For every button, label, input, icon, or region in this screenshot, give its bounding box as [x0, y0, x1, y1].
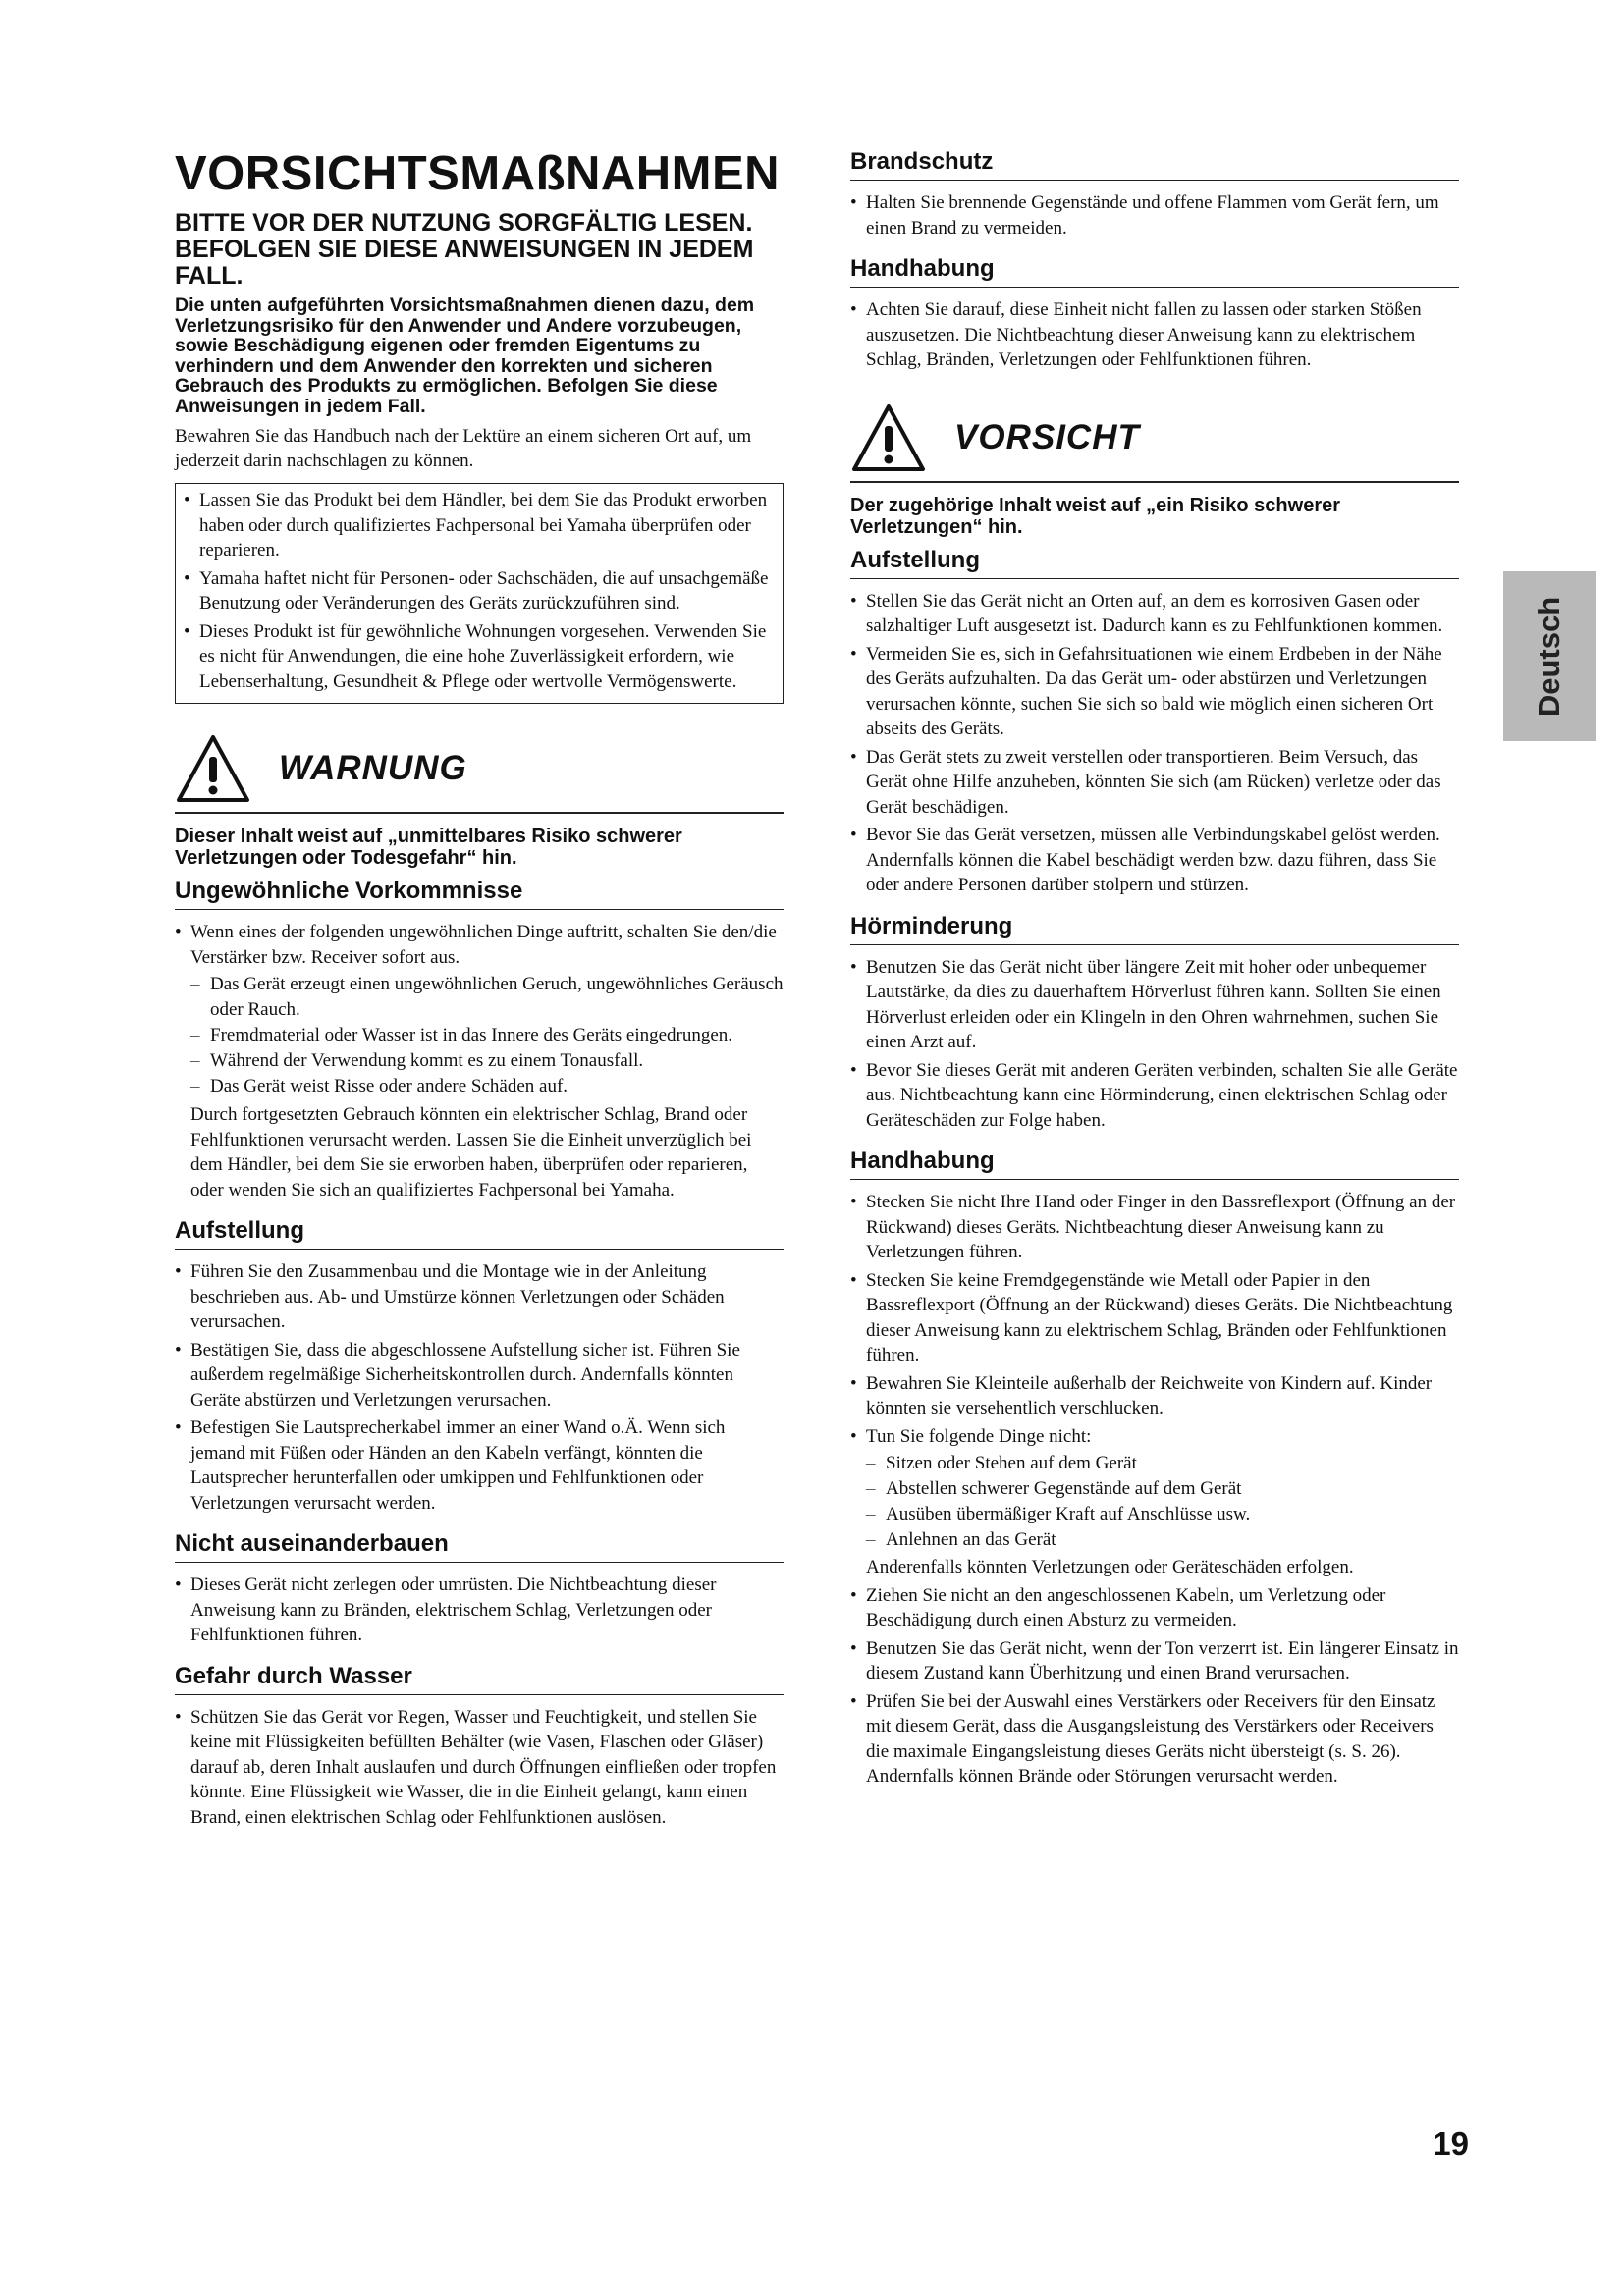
caution-label: VORSICHT [954, 417, 1140, 456]
language-tab-label: Deutsch [1532, 596, 1566, 717]
page-number: 19 [1433, 2125, 1469, 2162]
dash-item: – Das Gerät erzeugt einen ungewöhnlichen Geruch, ungewöhnliches Geräusch oder Rauch. [190, 972, 784, 1023]
section-heading-fire: Brandschutz [850, 147, 1459, 181]
section-heading-disassemble: Nicht auseinanderbauen [175, 1529, 784, 1563]
list-item: • Stellen Sie das Gerät nicht an Orten auf, an dem es korrosiven Gasen oder salzhaltiger Luft ausgesetzt ist. Dadurch kann es zu Fehlfunktionen kommen. [850, 589, 1459, 639]
list-item: • Ziehen Sie nicht an den angeschlossenen Kabeln, um Verletzung oder Beschädigung durch einen Absturz zu vermeiden. [850, 1583, 1459, 1633]
list-item: • Prüfen Sie bei der Auswahl eines Verstärkers oder Receivers für den Einsatz mit diesem Gerät, dass die Ausgangsleistung des Verstärkers oder Receivers die maximale Eingangsleistung dieses Geräts nicht übersteigt (s. S. 26). Andernfalls können Brände oder Störungen verursacht werden. [850, 1689, 1459, 1789]
list-item [175, 920, 784, 1099]
list-item-text: Wenn eines der folgenden ungewöhnlichen Dinge auftritt, schalten Sie den/die Verstärker bzw. Receiver sofort aus. [190, 922, 777, 968]
list-item: • Dieses Gerät nicht zerlegen oder umrüsten. Die Nichtbeachtung dieser Anweisung kann zu Bränden, elektrischem Schlag, Verletzungen oder Fehlfunktionen führen. [175, 1573, 784, 1648]
warning-header [175, 733, 784, 814]
right-column [850, 147, 1459, 1792]
notice-box [175, 483, 784, 704]
list-item: • Führen Sie den Zusammenbau und die Montage wie in der Anleitung beschrieben aus. Ab- und Umstürze können Verletzungen oder Schäden verursachen. [175, 1259, 784, 1335]
section-heading-water: Gefahr durch Wasser [175, 1662, 784, 1695]
list-item: • Vermeiden Sie es, sich in Gefahrsituationen wie einem Erdbeben in der Nähe des Geräts aufzuhalten. Da das Gerät um- oder abstürzen und Verletzungen verursachen könnte, suchen Sie sich so bald wie möglich einen sicheren Ort abseits des Geräts. [850, 642, 1459, 742]
warning-triangle-icon [175, 733, 251, 804]
notice-item: • Dieses Produkt ist für gewöhnliche Wohnungen vorgesehen. Verwenden Sie es nicht für Anwendungen, die eine hohe Zuverlässigkeit erfordern, wie Lebenserhaltung, Gesundheit & Pflege oder wertvolle Vermögenswerte. [184, 619, 775, 695]
notice-item: • Yamaha haftet nicht für Personen- oder Sachschäden, die auf unsachgemäße Benutzung oder Veränderungen des Geräts zurückzuführen sind. [184, 566, 775, 616]
list-item: • Achten Sie darauf, diese Einheit nicht fallen zu lassen oder starken Stößen auszusetzen. Die Nichtbeachtung dieser Anweisung kann zu elektrischem Schlag, Bränden, Verletzungen oder Fehlfunktionen führen. [850, 297, 1459, 373]
list-item: • Stecken Sie keine Fremdgegenstände wie Metall oder Papier in den Bassreflexport (Öffnung an der Rückwand) dieses Geräts. Die Nichtbeachtung dieser Anweisung kann zu elektrischem Schlag, Bränden oder Fehlfunktionen führen. [850, 1268, 1459, 1368]
intro-text: Bewahren Sie das Handbuch nach der Lektüre an einem sicheren Ort auf, um jederzeit darin nachschlagen zu können. [175, 426, 752, 471]
language-tab [1503, 571, 1596, 741]
list-item: • Bevor Sie dieses Gerät mit anderen Geräten verbinden, schalten Sie alle Geräte aus. Nichtbeachtung kann eine Hörminderung, einen elektrischen Schlag oder Geräteschäden zur Folge haben. [850, 1058, 1459, 1134]
list-item [850, 1424, 1459, 1580]
section-heading-caution-setup: Aufstellung [850, 546, 1459, 579]
caution-header [850, 402, 1459, 483]
unusual-consequence-text: Durch fortgesetzten Gebrauch könnten ein elektrischer Schlag, Brand oder Fehlfunktionen verursacht werden. Lassen Sie die Einheit unverzüglich bei dem Händler, bei dem Sie sie erworben haben, überprüfen oder reparieren, oder wenden Sie sich an qualifiziertes Fachpersonal bei Yamaha. [190, 1104, 752, 1201]
list-item: • Benutzen Sie das Gerät nicht, wenn der Ton verzerrt ist. Ein längerer Einsatz in diesem Zustand kann Überhitzung und einen Brand verursachen. [850, 1636, 1459, 1686]
section-heading-hearing: Hörminderung [850, 912, 1459, 945]
dash-item: – Ausüben übermäßiger Kraft auf Anschlüsse usw. [866, 1502, 1459, 1527]
left-column [175, 147, 784, 1833]
list-item: • Schützen Sie das Gerät vor Regen, Wasser und Feuchtigkeit, und stellen Sie keine mit Flüssigkeiten befüllten Behälter (wie Vasen, Flaschen oder Gläser) darauf ab, deren Inhalt auslaufen und durch Öffnungen einfließen oder tropfen könnte. Eine Flüssigkeit wie Wasser, die in die Einheit gelangt, kann einen Brand, einen elektrischen Schlag oder Fehlfunktionen auslösen. [175, 1705, 784, 1831]
caution-note: Der zugehörige Inhalt weist auf „ein Risiko schwerer Verletzungen“ hin. [850, 494, 1341, 538]
list-item-text: Tun Sie folgende Dinge nicht: [866, 1425, 1092, 1447]
page-title: VORSICHTSMAßNAHMEN [175, 147, 781, 200]
dash-item: – Das Gerät weist Risse oder andere Schäden auf. [190, 1074, 784, 1099]
list-item: • Das Gerät stets zu zweit verstellen oder transportieren. Beim Versuch, das Gerät ohne Hilfe anzuheben, könnten Sie sich (am Rücken) verletze oder das Gerät beschädigen. [850, 745, 1459, 821]
list-item: • Benutzen Sie das Gerät nicht über längere Zeit mit hoher oder unbequemer Lautstärke, da dies zu dauerhaftem Hörverlust führen kann. Sollten Sie einen Hörverlust erleiden oder ein Klingeln in den Ohren wahrnehmen, suchen Sie einen Arzt auf. [850, 955, 1459, 1055]
dont-consequence-text: Anderenfalls könnten Verletzungen oder Geräteschäden erfolgen. [866, 1557, 1354, 1577]
dash-item: – Sitzen oder Stehen auf dem Gerät [866, 1451, 1459, 1476]
dash-item: – Fremdmaterial oder Wasser ist in das Innere des Geräts eingedrungen. [190, 1023, 784, 1048]
list-item: • Halten Sie brennende Gegenstände und offene Flammen vom Gerät fern, um einen Brand zu vermeiden. [850, 190, 1459, 240]
list-item: • Stecken Sie nicht Ihre Hand oder Finger in den Bassreflexport (Öffnung an der Rückwand) dieses Geräts. Nichtbeachtung dieser Anweisung kann zu Verletzungen führen. [850, 1190, 1459, 1265]
page-subtitle: BITTE VOR DER NUTZUNG SORGFÄLTIG LESEN. BEFOLGEN SIE DIESE ANWEISUNGEN IN JEDEM FALL. [175, 209, 754, 290]
section-heading-caution-handling: Handhabung [850, 1147, 1459, 1180]
section-heading-setup: Aufstellung [175, 1216, 784, 1250]
dash-item: – Anlehnen an das Gerät [866, 1527, 1459, 1553]
list-item: • Bevor Sie das Gerät versetzen, müssen alle Verbindungskabel gelöst werden. Andernfalls können die Kabel beschädigt werden bzw. dazu führen, dass Sie oder andere Personen darüber stolpern und stürzen. [850, 823, 1459, 898]
list-item: • Bestätigen Sie, dass die abgeschlossene Aufstellung sicher ist. Führen Sie außerdem regelmäßige Sicherheitskontrollen durch. Andernfalls könnten Geräte abstürzen und Verletzungen verursachen. [175, 1338, 784, 1414]
dash-item: – Abstellen schwerer Gegenstände auf dem Gerät [866, 1476, 1459, 1502]
section-heading-unusual: Ungewöhnliche Vorkommnisse [175, 877, 784, 910]
dash-item: – Während der Verwendung kommt es zu einem Tonausfall. [190, 1048, 784, 1074]
list-item: • Befestigen Sie Lautsprecherkabel immer an einer Wand o.Ä. Wenn sich jemand mit Füßen oder Händen an den Kabeln verfängt, könnten die Lautsprecher herunterfallen oder umkippen und Fehlfunktionen oder Verletzungen verursacht werden. [175, 1415, 784, 1516]
list-item: • Bewahren Sie Kleinteile außerhalb der Reichweite von Kindern auf. Kinder könnten sie versehentlich verschlucken. [850, 1371, 1459, 1421]
caution-triangle-icon [850, 402, 927, 473]
intro-bold-text: Die unten aufgeführten Vorsichtsmaßnahmen dienen dazu, dem Verletzungsrisiko für den Anwender und Andere vorzubeugen, sowie Beschädigung eigenen oder fremden Eigentums zu verhindern und dem Anwender den korrekten und sicheren Gebrauch des Produkts zu ermöglichen. Befolgen Sie diese Anweisungen in jedem Fall. [175, 294, 755, 417]
warning-label: WARNUNG [279, 749, 467, 787]
warning-note: Dieser Inhalt weist auf „unmittelbares Risiko schwerer Verletzungen oder Todesgefahr“ hin. [175, 826, 682, 869]
section-heading-handling: Handhabung [850, 254, 1459, 288]
notice-item: • Lassen Sie das Produkt bei dem Händler, bei dem Sie das Produkt erworben haben oder durch qualifiziertes Fachpersonal bei Yamaha überprüfen oder reparieren. [184, 488, 775, 563]
